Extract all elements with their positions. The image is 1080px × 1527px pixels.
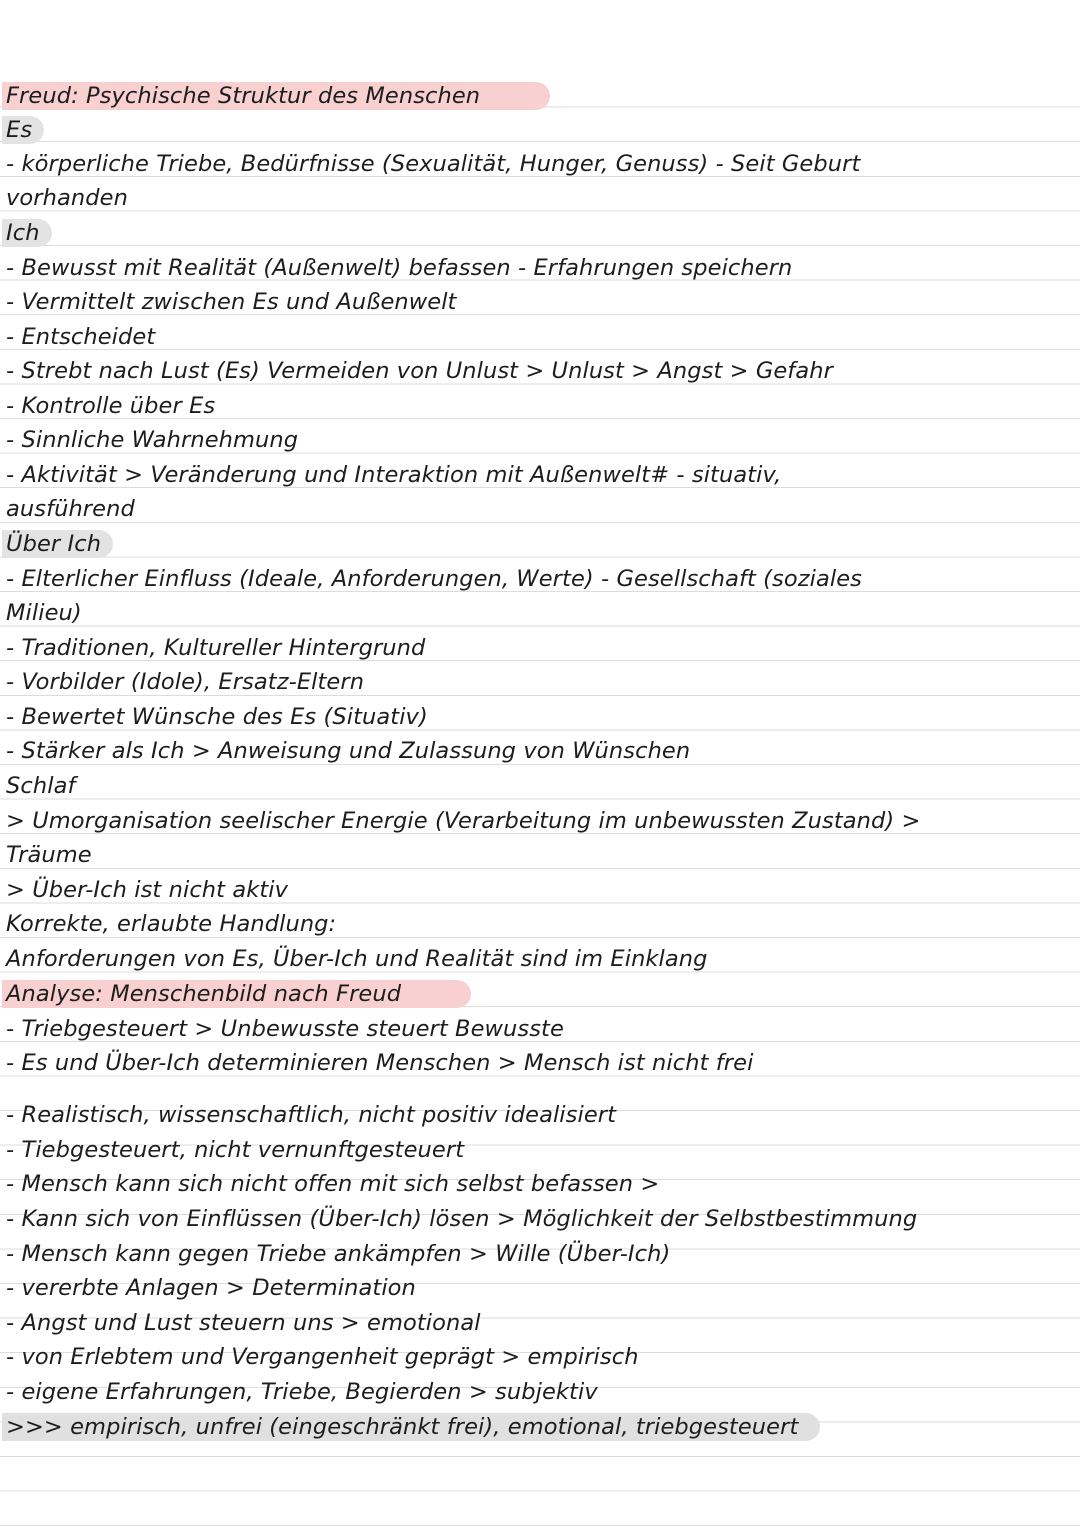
section-label-es bbox=[6, 113, 44, 147]
section-label-text: Es bbox=[2, 116, 44, 144]
note-line: Milieu) bbox=[6, 600, 82, 626]
note-line: - Aktivität > Veränderung und Interaktion mit Außenwelt# - situativ, bbox=[6, 462, 782, 488]
note-line: - Mensch kann gegen Triebe ankämpfen > Wille (Über-Ich) bbox=[6, 1241, 671, 1267]
note-line: - vererbte Anlagen > Determination bbox=[6, 1275, 416, 1301]
note-line: - Elterlicher Einfluss (Ideale, Anforderungen, Werte) - Gesellschaft (soziales bbox=[6, 566, 863, 592]
note-line: - Kann sich von Einflüssen (Über-Ich) lösen > Möglichkeit der Selbstbestimmung bbox=[6, 1206, 918, 1232]
conclusion-text: >>> empirisch, unfrei (eingeschränkt frei), emotional, triebgesteuert bbox=[2, 1413, 820, 1441]
note-line: - Stärker als Ich > Anweisung und Zulassung von Wünschen bbox=[6, 738, 691, 764]
note-line: - Vorbilder (Idole), Ersatz-Eltern bbox=[6, 669, 365, 695]
note-line: vorhanden bbox=[6, 185, 128, 211]
note-line: - Kontrolle über Es bbox=[6, 393, 216, 419]
heading-text: Freud: Psychische Struktur des Menschen bbox=[2, 82, 550, 110]
note-line: - Es und Über-Ich determinieren Menschen > Mensch ist nicht frei bbox=[6, 1050, 754, 1076]
note-line: - Mensch kann sich nicht offen mit sich selbst befassen > bbox=[6, 1171, 660, 1197]
note-line: - Angst und Lust steuern uns > emotional bbox=[6, 1310, 481, 1336]
note-line: - Realistisch, wissenschaftlich, nicht positiv idealisiert bbox=[6, 1102, 617, 1128]
note-line: - Strebt nach Lust (Es) Vermeiden von Unlust > Unlust > Angst > Gefahr bbox=[6, 358, 833, 384]
note-line: - Bewusst mit Realität (Außenwelt) befassen - Erfahrungen speichern bbox=[6, 255, 793, 281]
heading-freud-structure bbox=[6, 79, 550, 113]
note-line: - eigene Erfahrungen, Triebe, Begierden > subjektiv bbox=[6, 1379, 598, 1405]
note-line: - körperliche Triebe, Bedürfnisse (Sexualität, Hunger, Genuss) - Seit Geburt bbox=[6, 151, 861, 177]
note-line: - Bewertet Wünsche des Es (Situativ) bbox=[6, 704, 428, 730]
note-line: - Vermittelt zwischen Es und Außenwelt bbox=[6, 289, 457, 315]
section-label-schlaf: Schlaf bbox=[6, 773, 76, 799]
note-line: - Tiebgesteuert, nicht vernunftgesteuert bbox=[6, 1137, 465, 1163]
heading-text: Analyse: Menschenbild nach Freud bbox=[2, 980, 471, 1008]
note-line: - Traditionen, Kultureller Hintergrund bbox=[6, 635, 426, 661]
section-label-ueber-ich bbox=[6, 527, 113, 561]
note-line: - von Erlebtem und Vergangenheit geprägt > empirisch bbox=[6, 1344, 639, 1370]
section-label-text: Über Ich bbox=[2, 530, 113, 558]
note-line: Korrekte, erlaubte Handlung: bbox=[6, 911, 337, 937]
note-line: - Triebgesteuert > Unbewusste steuert Bewusste bbox=[6, 1016, 564, 1042]
conclusion-line bbox=[6, 1410, 820, 1444]
note-line: Anforderungen von Es, Über-Ich und Realität sind im Einklang bbox=[6, 946, 708, 972]
note-line: > Über-Ich ist nicht aktiv bbox=[6, 877, 289, 903]
heading-analyse bbox=[6, 977, 471, 1011]
note-line: ausführend bbox=[6, 496, 135, 522]
section-label-ich bbox=[6, 216, 52, 250]
note-line: > Umorganisation seelischer Energie (Verarbeitung im unbewussten Zustand) > bbox=[6, 808, 921, 834]
section-label-text: Ich bbox=[2, 219, 52, 247]
note-line: - Sinnliche Wahrnehmung bbox=[6, 427, 299, 453]
note-line: - Entscheidet bbox=[6, 324, 156, 350]
note-line: Träume bbox=[6, 842, 92, 868]
